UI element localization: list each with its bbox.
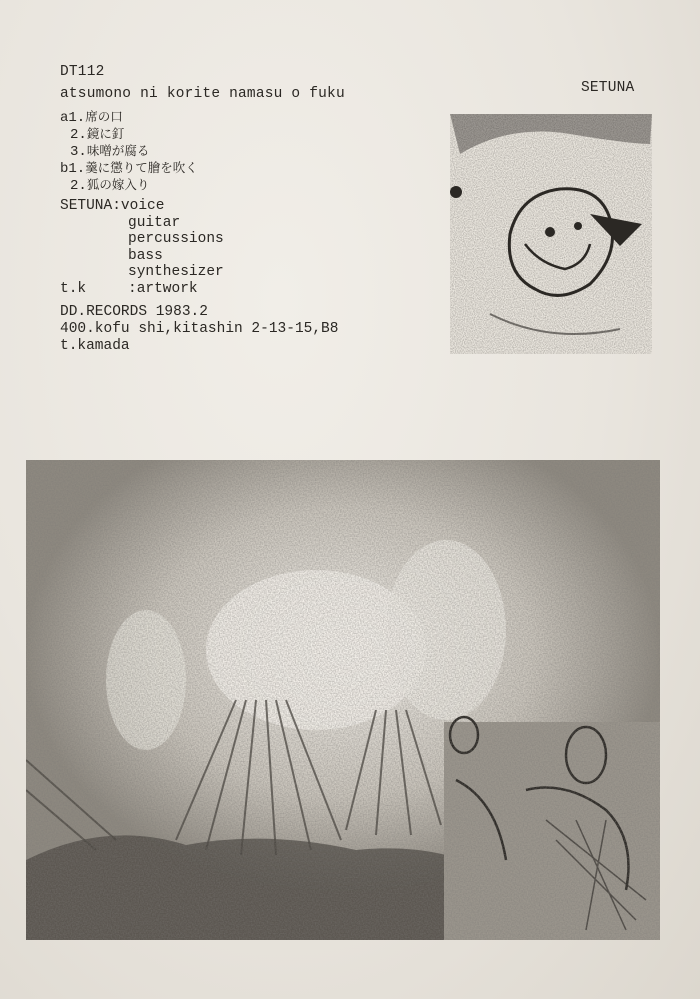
credit-role: synthesizer <box>128 264 224 281</box>
track-number: b1. <box>60 161 86 177</box>
credit-role: :artwork <box>128 280 198 297</box>
label-name-date: DD.RECORDS 1983.2 <box>60 304 208 320</box>
credit-row <box>60 264 224 281</box>
label-info <box>60 304 338 355</box>
credit-role: guitar <box>128 214 181 231</box>
track-item <box>60 142 198 159</box>
credit-row <box>60 281 224 298</box>
track-item <box>60 125 198 142</box>
track-title: 味噌が腐る <box>86 143 150 158</box>
track-item <box>60 108 198 125</box>
track-title: 狐の嫁入り <box>86 177 150 192</box>
track-number: 2. <box>70 127 87 143</box>
credit-row <box>60 248 224 265</box>
label-contact: t.kamada <box>60 338 130 354</box>
track-number: 2. <box>70 178 87 194</box>
portrait-image <box>450 114 652 354</box>
credit-row <box>60 198 224 215</box>
credit-group: SETUNA: <box>60 198 121 214</box>
track-title: 鏡に釘 <box>86 126 125 141</box>
track-title: 羹に懲りて膾を吹く <box>85 160 198 175</box>
credits <box>60 198 224 298</box>
track-number: 3. <box>70 144 87 160</box>
track-item <box>60 159 198 176</box>
credit-row <box>60 231 224 248</box>
credit-role: percussions <box>128 231 224 248</box>
credit-who: t.k <box>60 280 87 297</box>
credit-role: voice <box>120 198 165 214</box>
track-list <box>60 108 198 193</box>
credit-row <box>60 215 224 232</box>
track-title: 席の口 <box>85 109 123 124</box>
credit-role: bass <box>128 247 163 264</box>
fire-festival-image <box>26 460 660 940</box>
label-address: 400.kofu shi,kitashin 2-13-15,B8 <box>60 321 339 337</box>
track-item <box>60 176 198 193</box>
catalog-number: DT112 <box>60 64 105 80</box>
artist-name: SETUNA <box>581 80 635 96</box>
track-number: a1. <box>60 110 86 126</box>
album-title: atsumono ni korite namasu o fuku <box>60 86 345 102</box>
